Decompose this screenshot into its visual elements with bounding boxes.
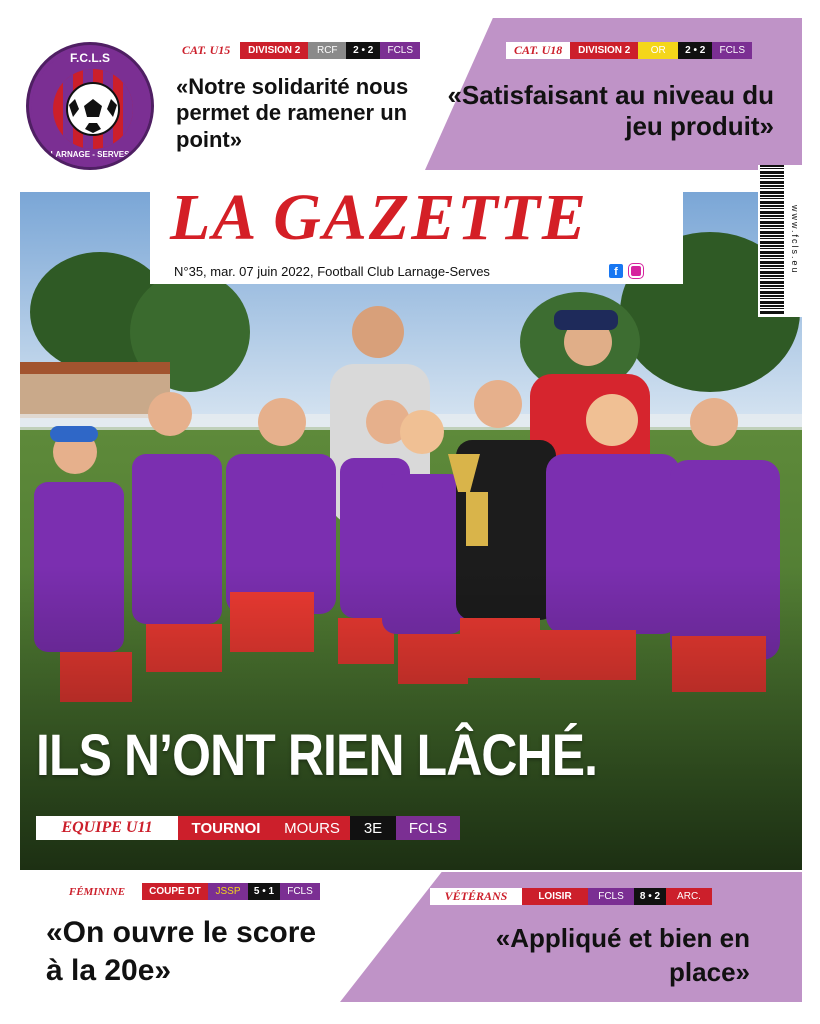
feminine-score-strip: [52, 883, 320, 900]
u11-rank: 3E: [350, 816, 396, 840]
feminine-score: 5 • 1: [248, 883, 280, 900]
u18-score-strip: [506, 42, 752, 59]
u18-score: 2 • 2: [678, 42, 712, 59]
social-links: [609, 264, 643, 278]
barcode: [758, 165, 802, 317]
barcode-lines: [760, 165, 784, 315]
barcode-url: www.fcls.eu: [790, 205, 800, 275]
veterans-category: VÉTÉRANS: [430, 888, 522, 905]
u15-competition: DIVISION 2: [240, 42, 308, 59]
team-photo: [20, 192, 802, 870]
veterans-quote: «Appliqué et bien en place»: [495, 923, 750, 987]
u15-score-strip: [178, 42, 420, 59]
issue-line: N°35, mar. 07 juin 2022, Football Club Larnage-Serves: [174, 264, 490, 279]
veterans-competition: LOISIR: [522, 888, 588, 905]
newspaper-title: LA GAZETTE: [170, 181, 588, 254]
u18-competition: DIVISION 2: [570, 42, 638, 59]
veterans-home-team: FCLS: [588, 888, 634, 905]
feminine-home-team: JSSP: [208, 883, 248, 900]
u15-score: 2 • 2: [346, 42, 380, 59]
u15-category: CAT. U15: [178, 42, 240, 59]
u15-home-team: RCF: [308, 42, 346, 59]
u18-quote: «Satisfaisant au niveau du jeu produit»: [447, 80, 774, 142]
feminine-away-team: FCLS: [280, 883, 320, 900]
veterans-away-team: ARC.: [666, 888, 712, 905]
veterans-score: 8 • 2: [634, 888, 666, 905]
u11-competition: TOURNOI: [178, 816, 274, 840]
u11-result-strip: [36, 816, 460, 840]
headline: ILS N’ONT RIEN LÂCHÉ.: [36, 723, 598, 788]
u15-quote: «Notre solidarité nous permet de ramener un point»: [176, 74, 409, 152]
logo-top-text: F.C.L.S: [69, 51, 110, 65]
feminine-category: FÉMININE: [52, 883, 142, 900]
veterans-score-strip: [430, 888, 712, 905]
masthead: [150, 172, 683, 284]
u15-away-team: FCLS: [380, 42, 420, 59]
feminine-quote: «On ouvre le score à la 20e»: [46, 916, 317, 987]
facebook-icon[interactable]: f: [609, 264, 623, 278]
u11-category: EQUIPE U11: [36, 816, 178, 840]
u18-away-team: FCLS: [712, 42, 752, 59]
instagram-icon[interactable]: [629, 264, 643, 278]
u11-location: MOURS: [274, 816, 350, 840]
u18-home-team: OR: [638, 42, 678, 59]
logo-bottom-text: LARNAGE - SERVES: [50, 150, 130, 159]
u11-team: FCLS: [396, 816, 460, 840]
club-logo: [26, 42, 154, 170]
feminine-competition: COUPE DT: [142, 883, 208, 900]
u18-category: CAT. U18: [506, 42, 570, 59]
